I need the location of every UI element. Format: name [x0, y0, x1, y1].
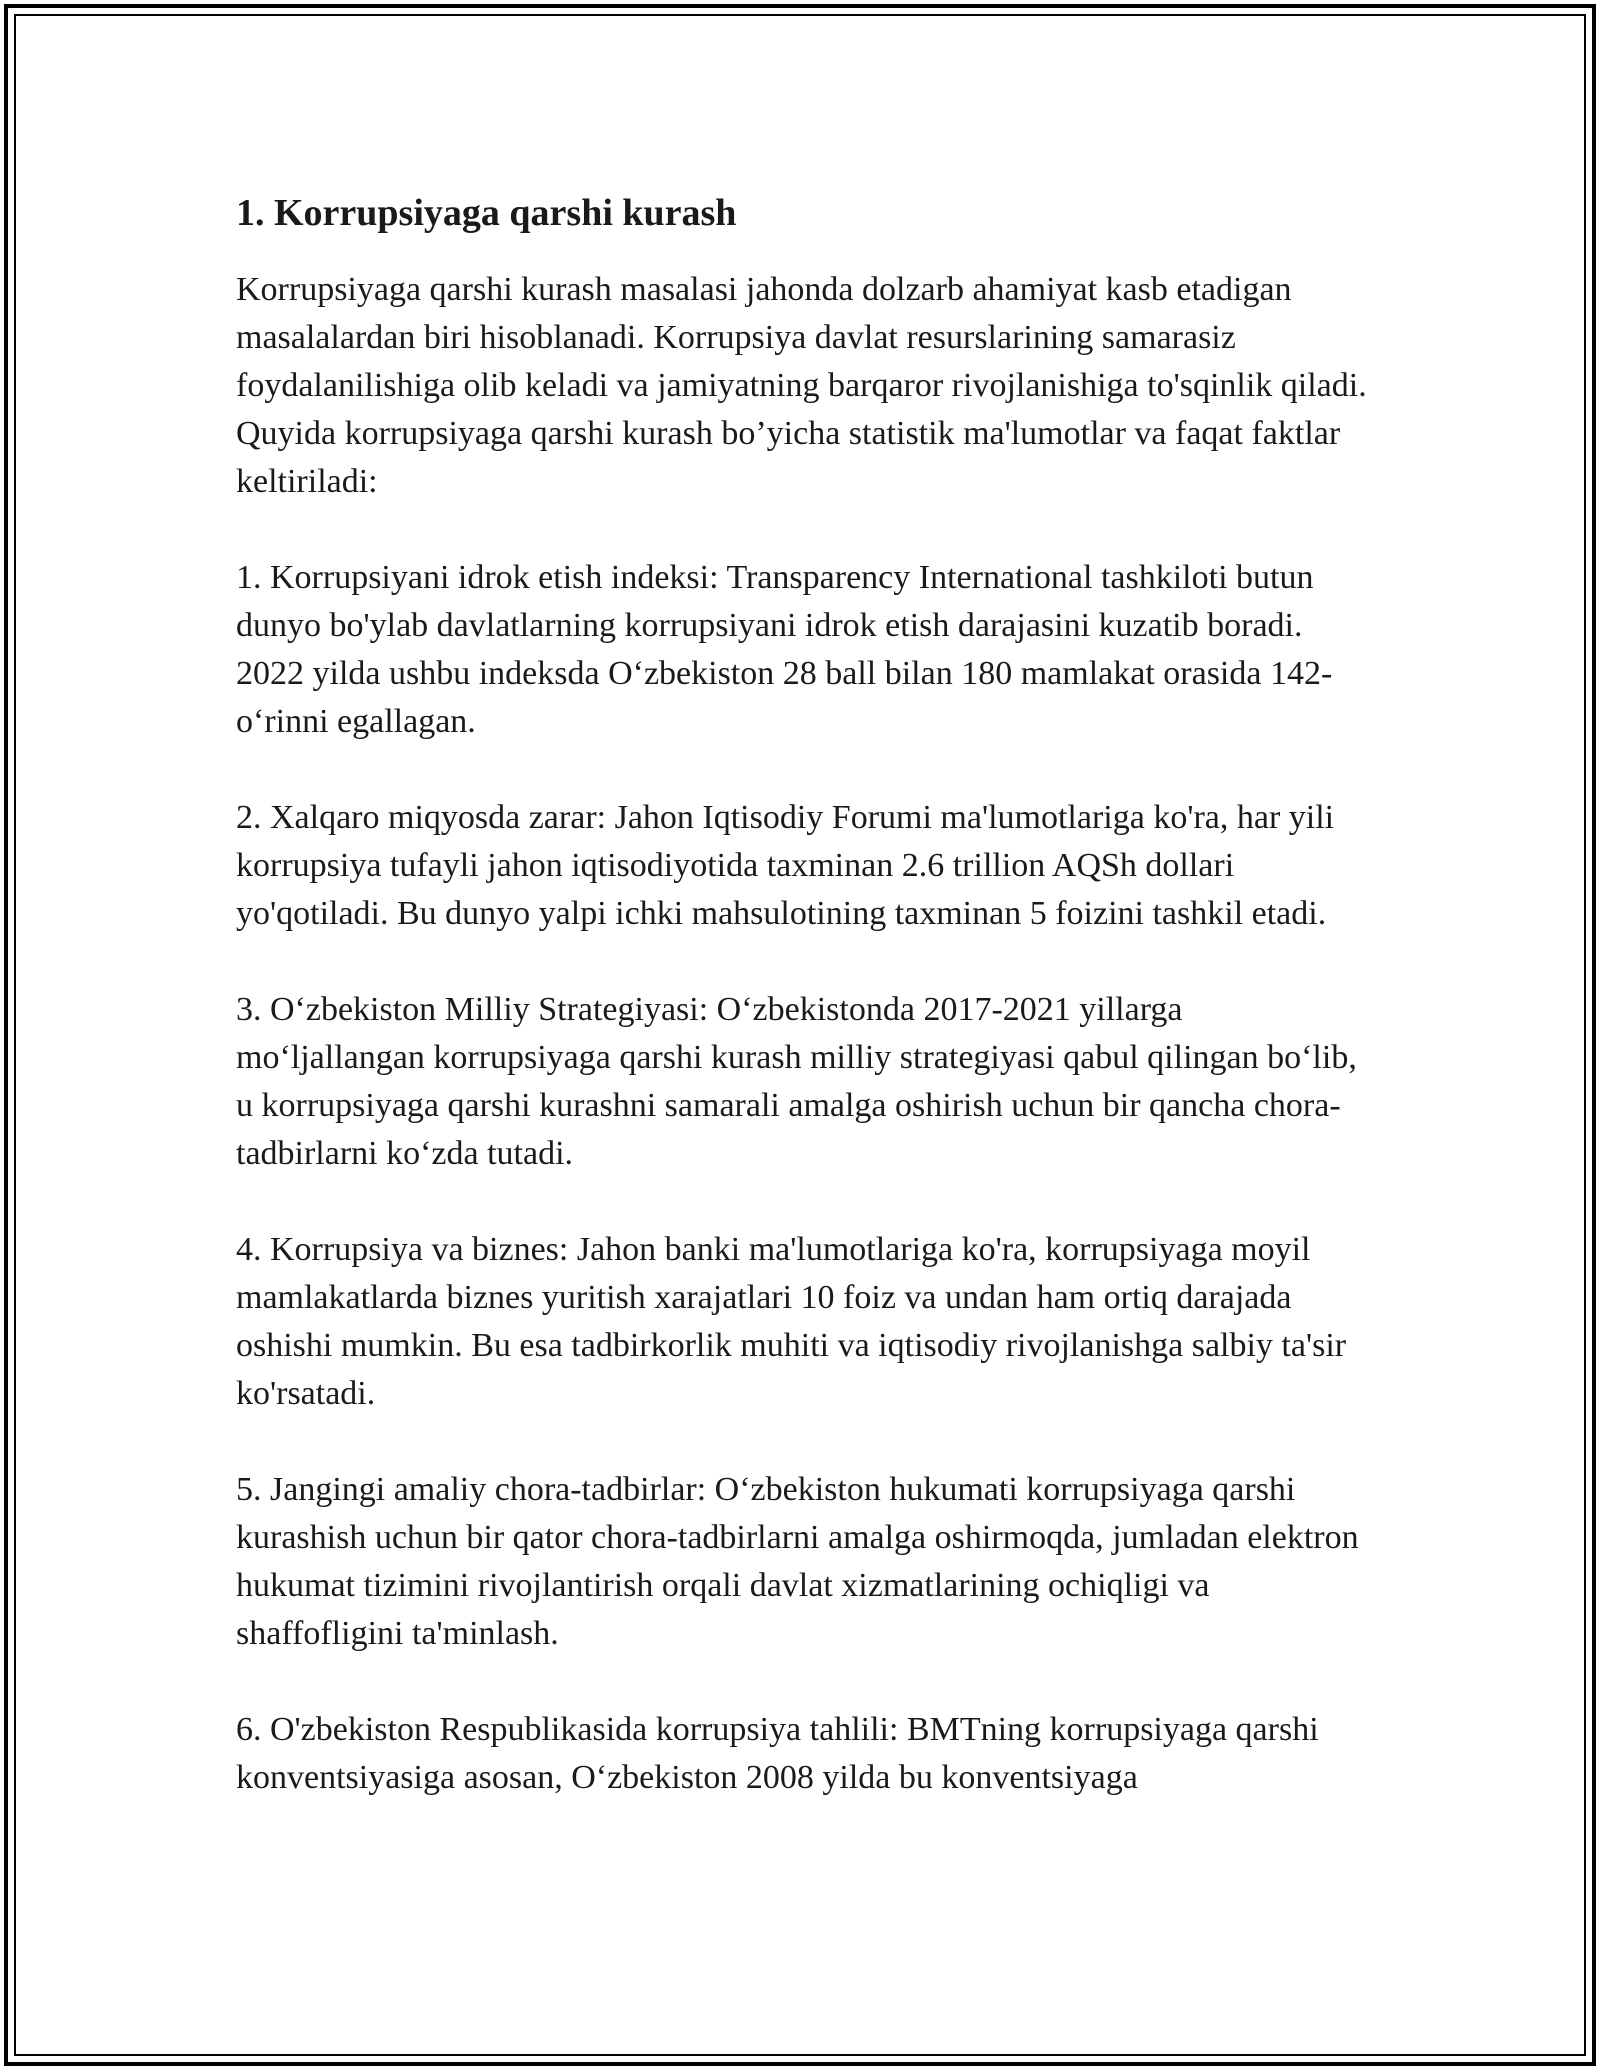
document-body: [236, 188, 1376, 1802]
fact-paragraph-5: 5. Jangingi amaliy chora-tadbirlar: O‘zbekiston hukumati korrupsiyaga qarshi kurashish uchun bir qator chora-tadbirlarni amalga oshirmoqda, jumladan elektron hukumat tizimini rivojlantirish orqali davlat xizmatlarining ochiqligi va shaffofligini ta'minlash.: [236, 1471, 1359, 1652]
section-heading: 1. Korrupsiyaga qarshi kurash: [236, 192, 737, 234]
intro-paragraph: Korrupsiyaga qarshi kurash masalasi jahonda dolzarb ahamiyat kasb etadigan masalalardan biri hisoblanadi. Korrupsiya davlat resurslarining samarasiz foydalanilishiga olib keladi va jamiyatning barqaror rivojlanishiga to'sqinlik qiladi. Quyida korrupsiyaga qarshi kurash bo’yicha statistik ma'lumotlar va faqat faktlar keltiriladi:: [236, 271, 1367, 500]
fact-paragraph-1: 1. Korrupsiyani idrok etish indeksi: Transparency International tashkiloti butun dunyo bo'ylab davlatlarning korrupsiyani idrok etish darajasini kuzatib boradi. 2022 yilda ushbu indeksda O‘zbekiston 28 ball bilan 180 mamlakat orasida 142-o‘rinni egallagan.: [236, 559, 1333, 740]
fact-paragraph-3: 3. O‘zbekiston Milliy Strategiyasi: O‘zbekistonda 2017-2021 yillarga mo‘ljallangan korrupsiyaga qarshi kurash milliy strategiyasi qabul qilingan bo‘lib, u korrupsiyaga qarshi kurashni samarali amalga oshirish uchun bir qancha chora-tadbirlarni ko‘zda tutadi.: [236, 991, 1357, 1172]
fact-paragraph-2: 2. Xalqaro miqyosda zarar: Jahon Iqtisodiy Forumi ma'lumotlariga ko'ra, har yili korrupsiya tufayli jahon iqtisodiyotida taxminan 2.6 trillion AQSh dollari yo'qotiladi. Bu dunyo yalpi ichki mahsulotining taxminan 5 foizini tashkil etadi.: [236, 799, 1335, 932]
fact-paragraph-6: 6. O'zbekiston Respublikasida korrupsiya tahlili: BMTning korrupsiyaga qarshi konventsiyasiga asosan, O‘zbekiston 2008 yilda bu konventsiyaga: [236, 1711, 1319, 1796]
fact-paragraph-4: 4. Korrupsiya va biznes: Jahon banki ma'lumotlariga ko'ra, korrupsiyaga moyil mamlakatlarda biznes yuritish xarajatlari 10 foiz va undan ham ortiq darajada oshishi mumkin. Bu esa tadbirkorlik muhiti va iqtisodiy rivojlanishga salbiy ta'sir ko'rsatadi.: [236, 1231, 1347, 1412]
